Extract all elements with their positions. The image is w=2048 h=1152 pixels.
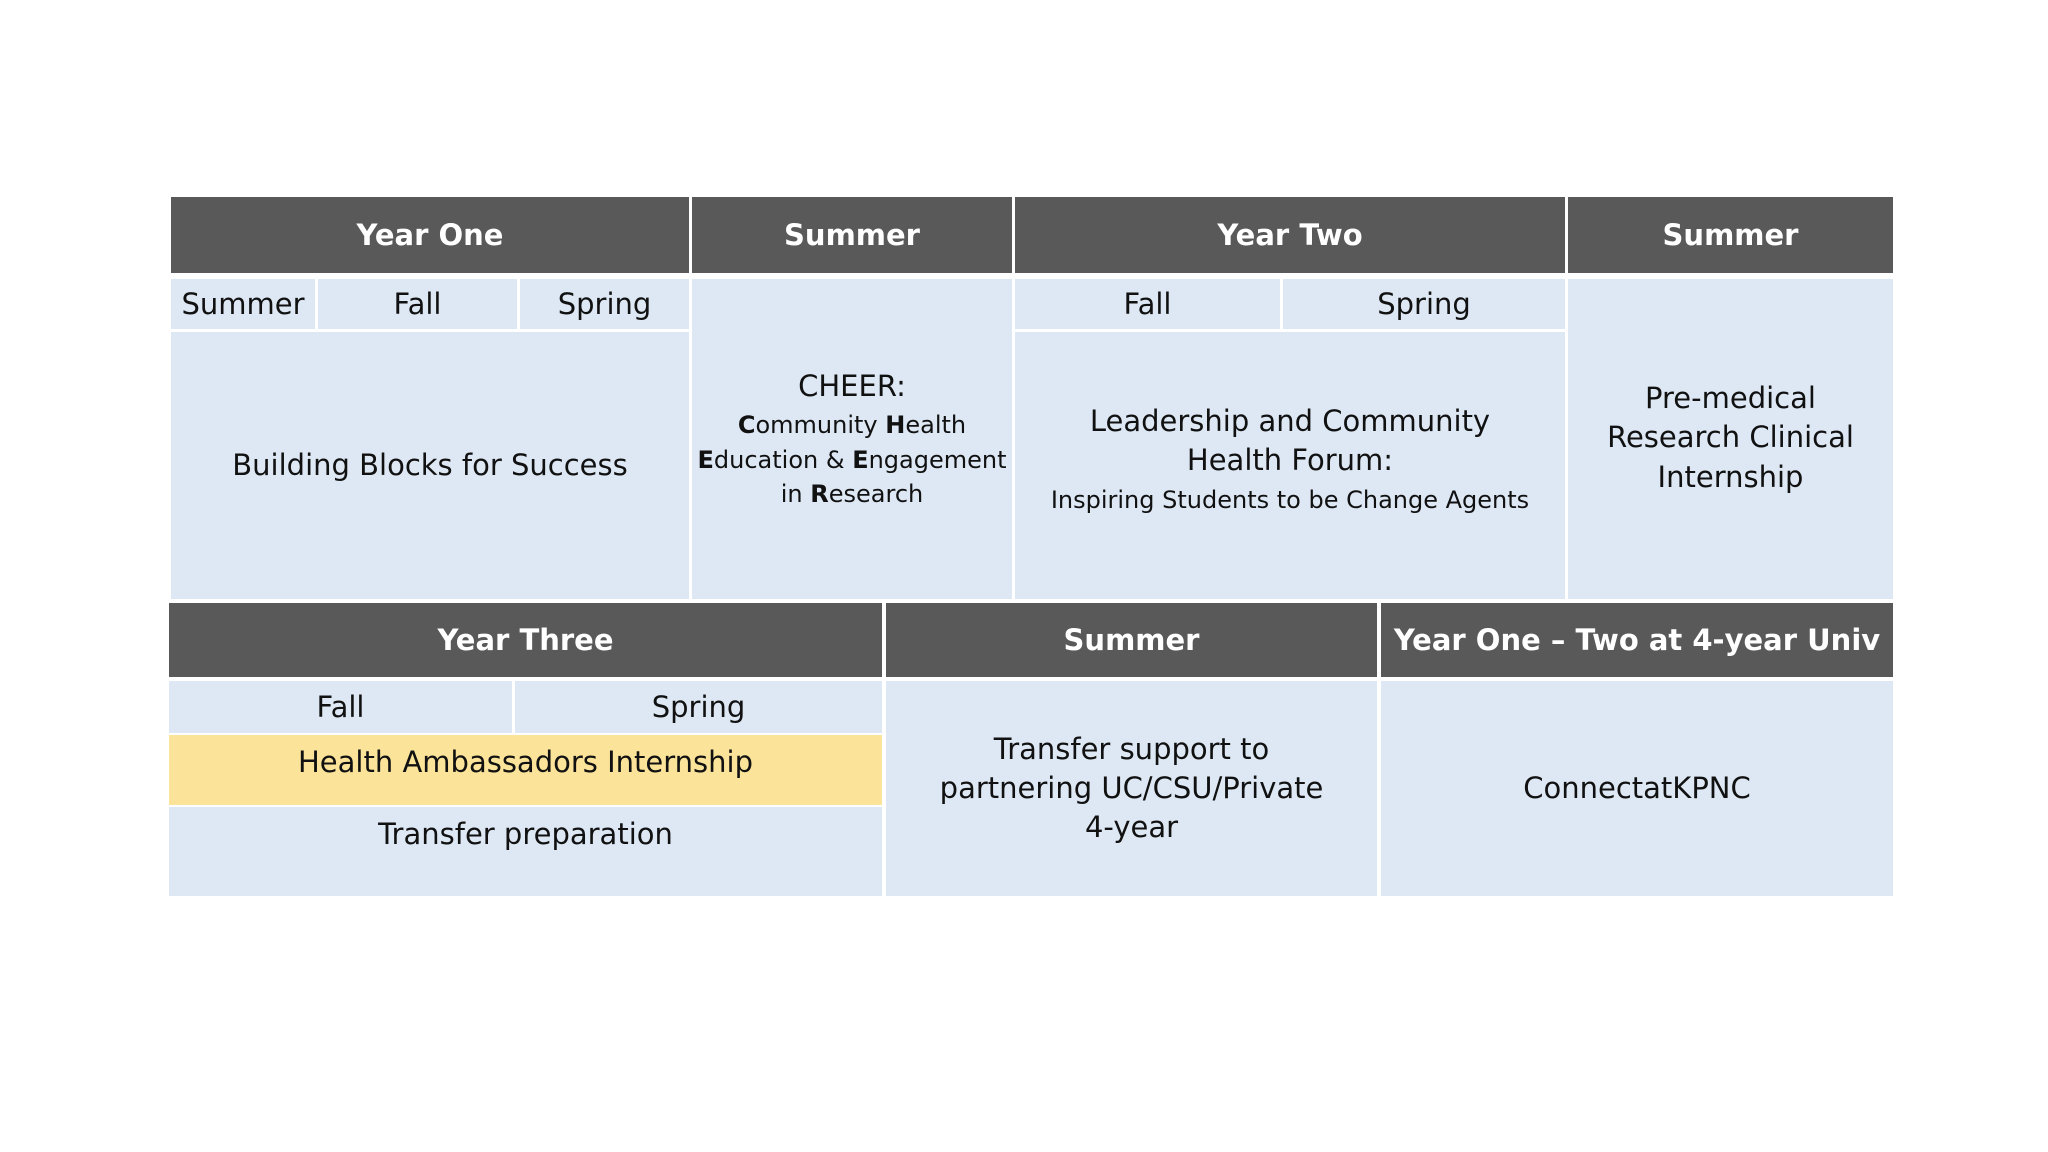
header-summer-3: Summer [886, 603, 1377, 677]
program-building-blocks [171, 332, 689, 599]
program-leadership-forum [1015, 332, 1565, 599]
term-y2-spring: Spring [1283, 279, 1565, 329]
term-y3-fall: Fall [169, 681, 512, 733]
cheer-title: CHEER: [798, 369, 906, 404]
program-premed-internship [1568, 279, 1893, 599]
cheer-line-2 [697, 443, 1006, 477]
header-univ: Year One – Two at 4-year Univ [1381, 603, 1893, 677]
building-blocks-label: Building Blocks for Success [232, 447, 628, 482]
leadership-subtitle: Inspiring Students to be Change Agents [1050, 485, 1530, 514]
connect-kpnc-label: ConnectatKPNC [1523, 770, 1751, 805]
cheer-letter-r: R [810, 479, 829, 508]
cheer-line-1 [738, 408, 966, 442]
cheer-line-3 [781, 477, 924, 511]
term-y2-fall: Fall [1015, 279, 1280, 329]
transfer-prep-label: Transfer preparation [378, 817, 673, 851]
header-year-three: Year Three [169, 603, 882, 677]
cheer-text-in: in [780, 479, 811, 508]
transfer-support-label: Transfer support to partnering UC/CSU/Private 4-year [939, 731, 1324, 845]
term-y3-spring: Spring [515, 681, 882, 733]
cheer-text-ealth: ealth [905, 411, 967, 440]
cheer-letter-e1: E [697, 445, 714, 474]
cheer-letter-h: H [885, 411, 906, 440]
cheer-text-ommunity: ommunity [755, 411, 886, 440]
cheer-text-ducation: ducation & [713, 445, 853, 474]
cheer-text-ngagement: ngagement [868, 445, 1007, 474]
program-health-ambassadors: Health Ambassadors Internship [169, 735, 882, 805]
program-connect-kpnc [1381, 681, 1893, 896]
cheer-letter-c: C [737, 411, 756, 440]
header-year-two: Year Two [1015, 197, 1565, 273]
term-y1-summer: Summer [171, 279, 315, 329]
program-transfer-prep [169, 807, 882, 896]
cheer-text-esearch: esearch [828, 479, 924, 508]
cheer-letter-e2: E [852, 445, 869, 474]
leadership-title: Leadership and Community Health Forum: [1089, 404, 1491, 478]
term-y1-spring: Spring [520, 279, 689, 329]
header-year-one: Year One [171, 197, 689, 273]
program-cheer [692, 279, 1012, 599]
term-y1-fall: Fall [318, 279, 517, 329]
header-summer-1: Summer [692, 197, 1012, 273]
premed-label: Pre-medical Research Clinical Internship [1607, 381, 1854, 494]
program-transfer-support [886, 681, 1377, 896]
header-summer-2: Summer [1568, 197, 1893, 273]
